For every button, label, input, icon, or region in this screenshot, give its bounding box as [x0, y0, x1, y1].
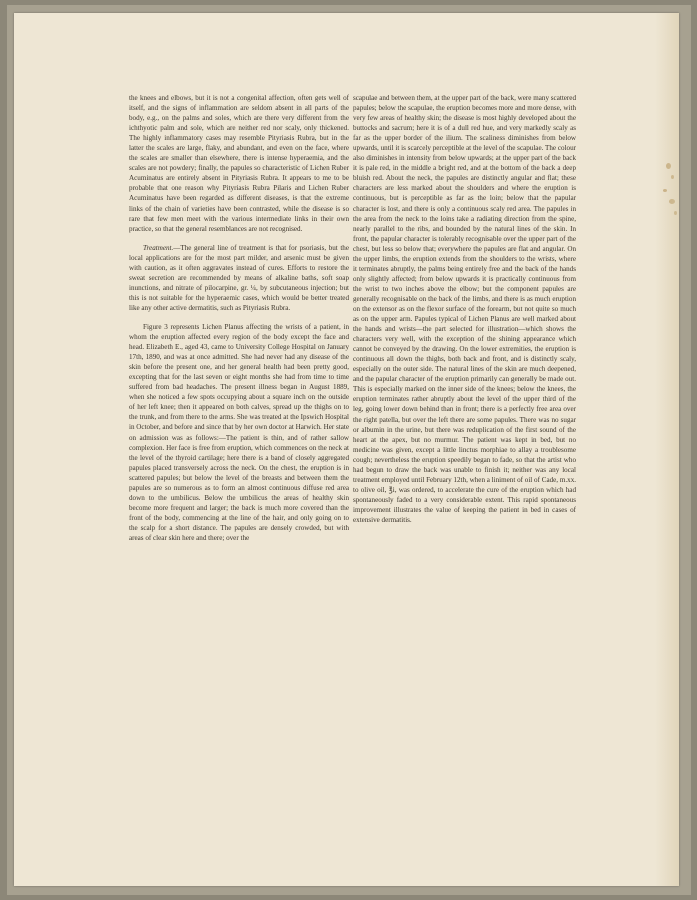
foxing-stain [666, 163, 671, 169]
book-page [14, 13, 679, 886]
treatment-text: —The general line of treatment is that for psoriasis, but the local applications are for the most part milder, and arsenic must be given with caution, as it often aggravates instead of cures. Efforts to restore the sweat secretion are recommended by means of alkaline baths, soft soap inunctions, and nitrate of pilocarpine, gr. ¼, by subcutaneous injection; but this is not suitable for the hyperaemic cases, which would be better treated like any other active dermatitis, such as Pityriasis Rubra. [129, 243, 349, 312]
paragraph: scapulae and between them, at the upper part of the back, were many scattered papules; below the scapulae, the eruption becomes more and more dense, with very few areas of healthy skin; the disease is most highly developed about the buttocks and sacrum; here it is of a dull red hue, and very markedly scaly as far as the upper border of the ilium. The scaliness diminishes from below upwards, until it is scarcely perceptible at the level of the scapulae. The colour also diminishes in intensity from below upwards; at the upper part of the back it is pale red, in the middle a bright red, and at the bottom of the back a deep bluish red. About the neck, the papules are distinctly angular and flat; these characters are less marked about the shoulders and where the eruption is continuous, but is perceptible as far as the loin; below that the papular character is lost, and there is only a continuous scaly red area. The papules in the area from the neck to the loins take a radiating direction from the spine, nearly parallel to the ribs, and bounded by the natural lines of the skin. In front, the papular character is tolerably recognisable over the upper part of the chest, but less so below that; everywhere the papules are flat and angular. On the upper limbs, the eruption extends from the shoulders to the wrists, where it terminates abruptly, the palms being entirely free and the back of the hands only slightly affected; from below upwards it is practically continuous from the wrist to two inches above the elbow; but the component papules are generally recognisable on the back of the limbs, and there is as much eruption on the extensor as on the flexor surface of the forearm, but not quite so much as on the upper arm. Papules typical of Lichen Planus are well marked about the hands and wrists—the part selected for illustration—which shows the characters very well, with the exception of the shining appearance which cannot be conveyed by the drawing. On the lower extremities, the eruption is continuous all down the thighs, both back and front, and is distinctly scaly, especially on the outer side. The natural lines of the skin are much deepened, and the papular character of the eruption primarily can generally be made out. This is especially marked on the inner side of the knees; below the knees, the eruption terminates rather abruptly about the level of the upper third of the leg, going lower down behind than in front; there is a perfectly free area over the right patella, but over the left there are some papules. There was no sugar or albumin in the urine, but there was reduplication of the first sound of the heart at the apex, but no murmur. The patient was kept in bed, but no medicine was given, except a little linctus morphiae to allay a troublesome cough; nevertheless the eruption speedily began to fade, so that the artist who had begun to draw the back was unable to finish it; neither was any local treatment employed until February 12th, when a liniment of oil of Cade, m.xx. to olive oil, ℥i, was ordered, to accelerate the cure of the eruption which had spontaneously faded to a very considerable extent. This rapid spontaneous improvement illustrates the value of keeping the patient in bed in cases of extensive dermatitis. [353, 94, 577, 524]
foxing-stain [671, 175, 674, 179]
foxing-stain [663, 189, 667, 192]
treatment-heading: Treatment. [143, 243, 174, 252]
foxing-stain [674, 211, 677, 215]
paragraph: Figure 3 represents Lichen Planus affecting the wrists of a patient, in whom the eruption affected every region of the body except the face and head. Elizabeth E., aged 43, came to University College Hospital on January 17th, 1890, and was at once admitted. She had never had any disease of the skin before the present one, and her general health had been pretty good, excepting that for the last seven or eight months she had from time to time suffered from bad headaches. The present illness began in August 1889, when she noticed a few spots occupying about a square inch on the outside of her left knee; then it appeared on both calves, spread up the thighs on to the trunk, and from there to the arms. She was treated at the Ipswich Hospital in October, and before and since that by her own doctor at Harwich. Her state on admission was as follows:—The patient is thin, and of rather sallow complexion. Her face is free from eruption, which commences on the neck at the level of the thyroid cartilage; here there is a band of closely aggregated papules placed transversely across the neck. On the chest, the eruption is in scattered papules; but below the level of the breasts and between them the papules are so numerous as to form an almost continuous diffuse red area down to the umbilicus. Below the umbilicus the areas of healthy skin become more frequent and larger; the back is much more covered than the front of the body, commencing at the line of the hair, and only going on to the scalp for a short distance. The papules are densely crowded, but with areas of clear skin here and there; over the [129, 322, 349, 542]
right-text-column [353, 93, 576, 534]
treatment-paragraph [129, 243, 349, 313]
foxing-stain [669, 199, 675, 204]
paragraph: the knees and elbows, but it is not a congenital affection, often gets well of itself, and the signs of inflammation are seldom absent in all parts of the body, e.g., on the palms and soles, which are there very different from the ichthyotic palm and sole, which are neither red nor scaly, only thickened. The highly inflammatory cases may resemble Pityriasis Rubra, but in the latter the scales are large, flaky, and abundant, and even on the face, where the scales are smaller than elsewhere, there is intense hyperaemia, and the scales are not powdery; finally, the papules so characteristic of Lichen Ruber Acuminatus are entirely absent in Pityriasis Rubra. It appears to me to be probable that one reason why Pityriasis Rubra Pilaris and Lichen Ruber Acuminatus have been regarded as different diseases, is that the extreme links of the chain of varieties have been contrasted, while the disease is so rare that few men meet with the various intermediate links in their own practice, so that the general resemblances are not recognised. [129, 94, 349, 233]
left-text-column [129, 93, 349, 552]
